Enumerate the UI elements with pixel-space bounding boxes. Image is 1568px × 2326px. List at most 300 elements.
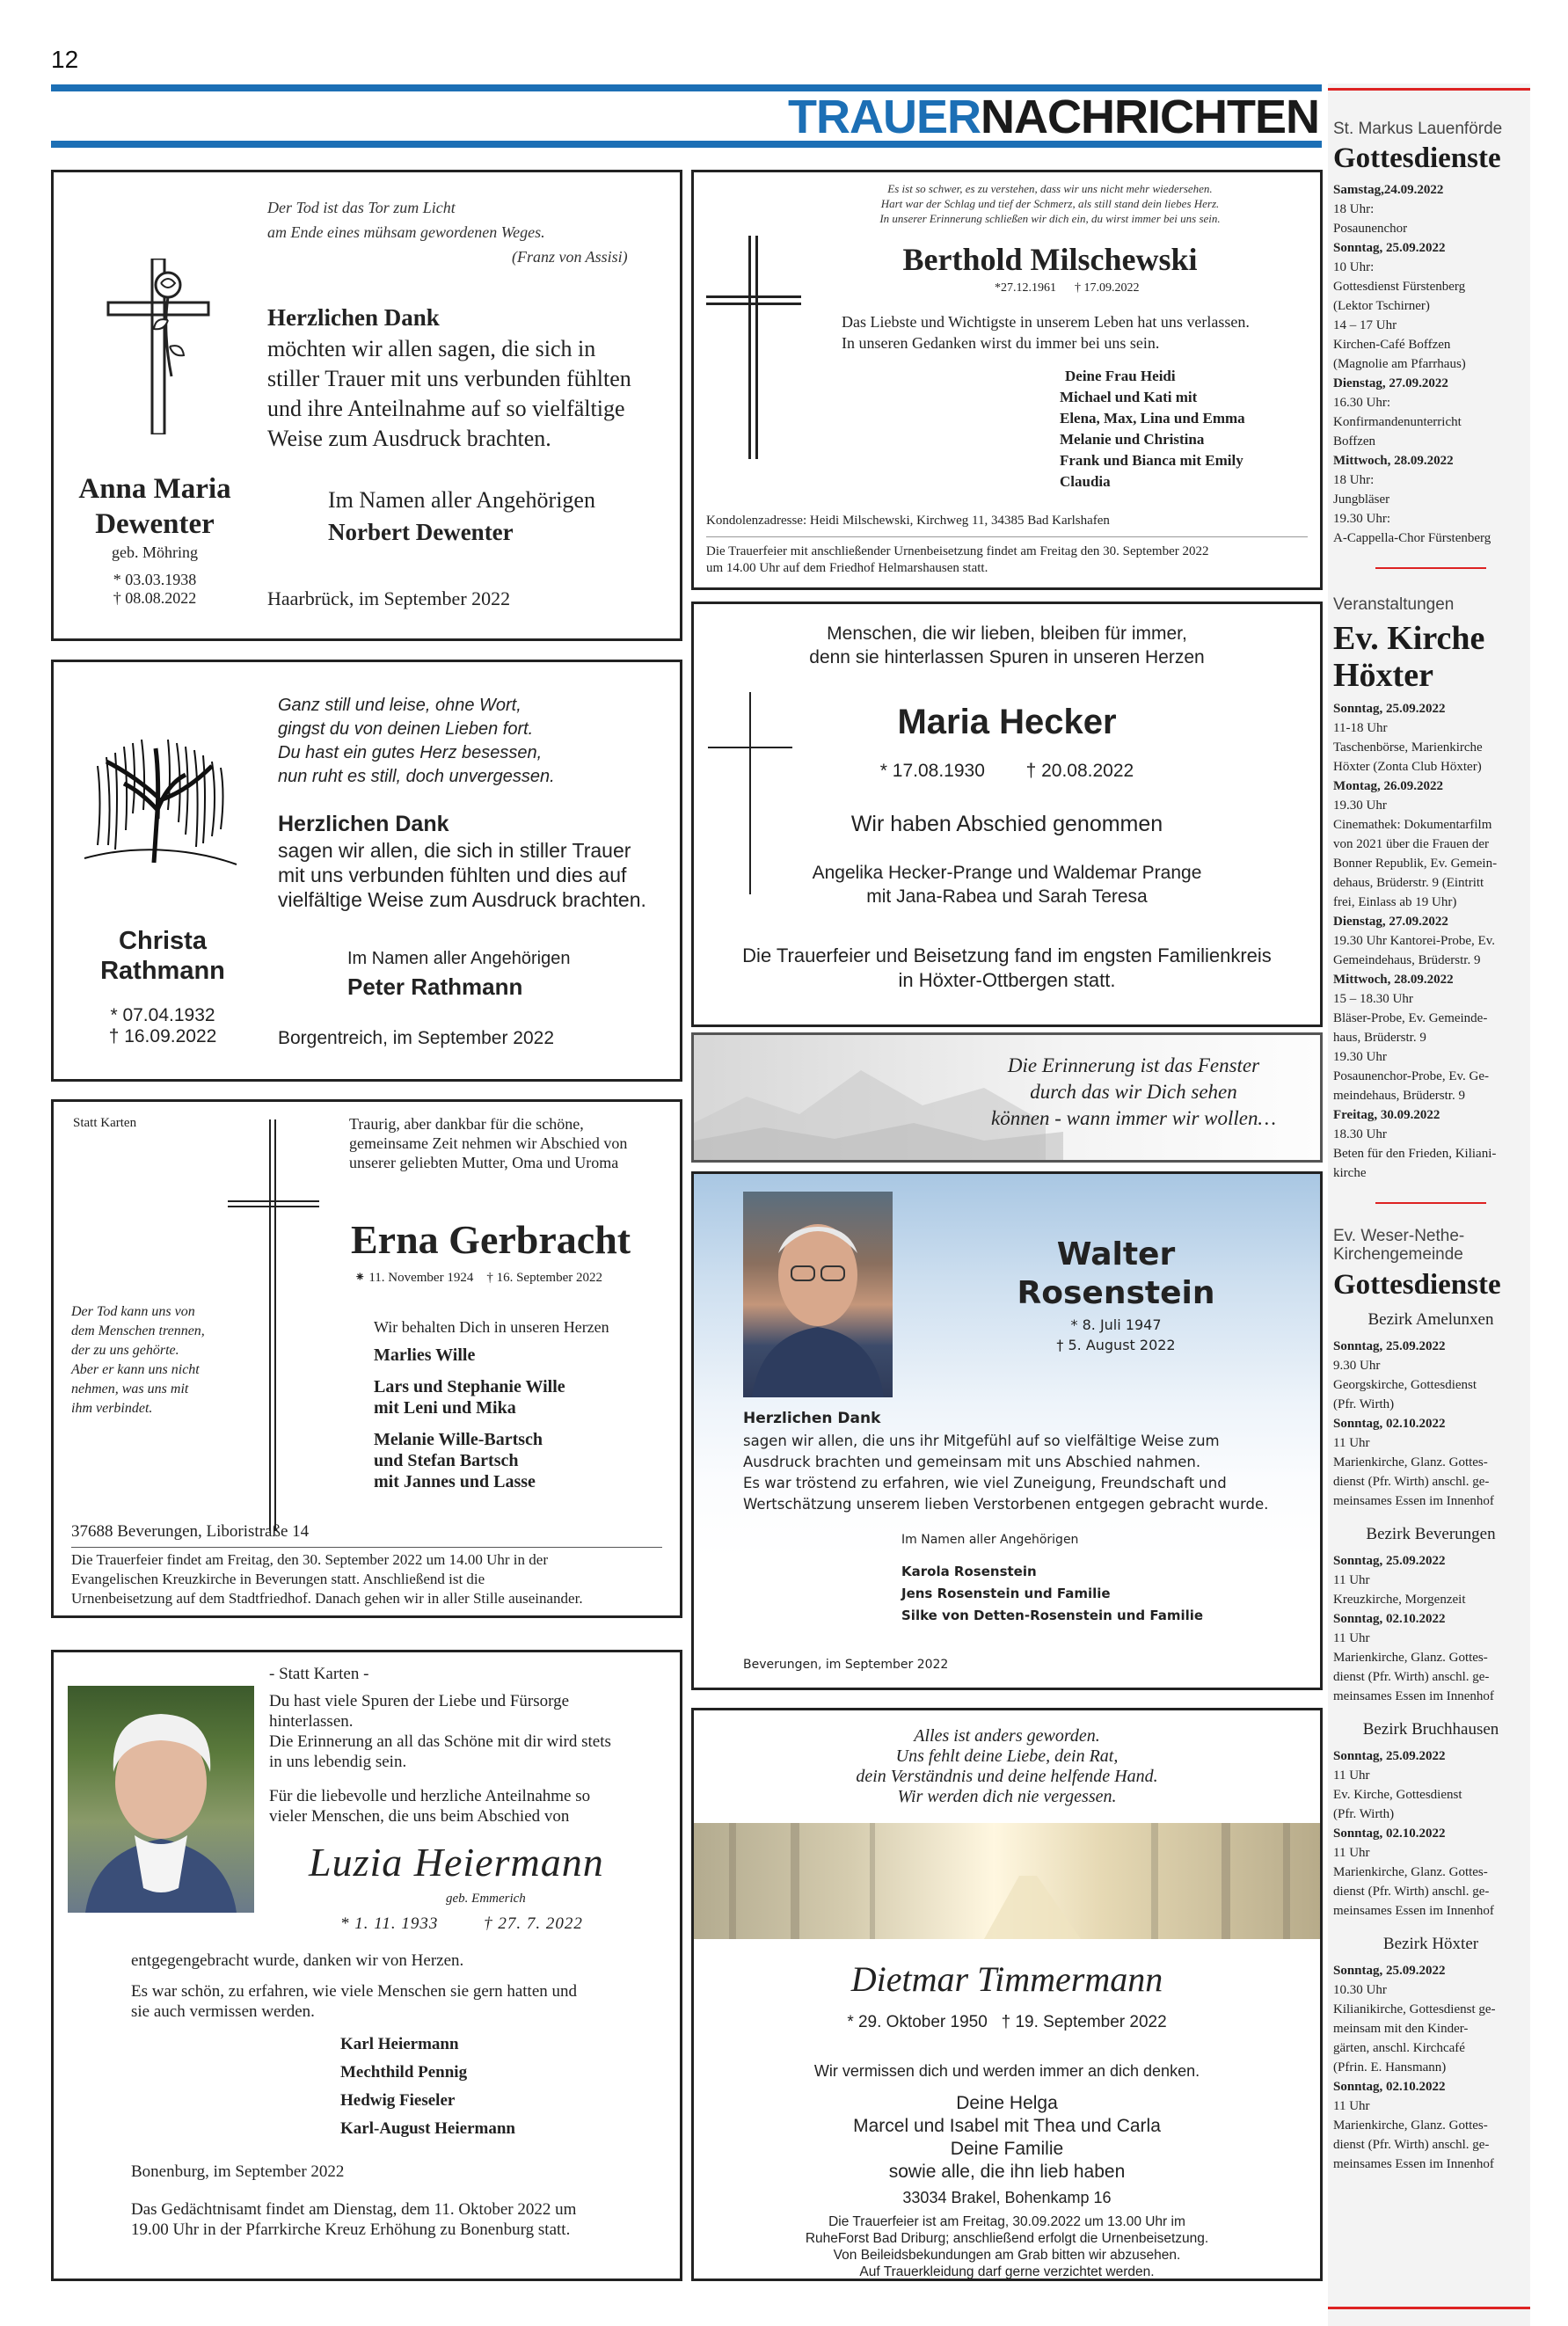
family-member: Karola Rosenstein	[901, 1564, 1037, 1579]
sidebar-entry: (Pfr. Wirth)	[1333, 1397, 1395, 1411]
heiermann-thanks	[269, 1786, 590, 1827]
heiermann-name: Luzia Heiermann	[309, 1840, 604, 1885]
sidebar-entry: dienst (Pfr. Wirth) anschl. ge-	[1333, 1670, 1490, 1684]
text-line: gemeinsame Zeit nehmen wir Abschied von	[349, 1134, 628, 1152]
quote-line: Uns fehlt deine Liebe, dein Rat,	[895, 1746, 1119, 1766]
timmermann-miss: Wir vermissen dich und werden immer an dich denken.	[813, 2062, 1200, 2080]
birth-date: * 8. Juli 1947	[1070, 1316, 1162, 1333]
sidebar-entry: 11 Uhr	[1333, 1436, 1370, 1450]
rathmann-dank-title: Herzlichen Dank	[278, 812, 449, 836]
timmermann-name: Dietmar Timmermann	[850, 1959, 1163, 1999]
quote-line: Hart war der Schlag und tief der Schmerz, als still stand dein liebes Herz.	[880, 197, 1220, 210]
family-member: Deine Helga	[956, 2093, 1058, 2113]
quote-line: nehmen, was uns mit	[71, 1382, 189, 1396]
forest-path-image	[694, 1823, 1320, 1939]
dewenter-family-intro: Im Namen aller Angehörigen	[328, 487, 595, 513]
timmermann-ceremony	[694, 2213, 1320, 2280]
sidebar-bottom-rule	[1328, 2307, 1530, 2309]
milschewski-address: Kondolenzadresse: Heidi Milschewski, Kirchweg 11, 34385 Bad Karlshafen	[706, 514, 1110, 528]
family-member: Michael und Kati mit	[1060, 389, 1198, 405]
sidebar-entry: Posaunenchor-Probe, Ev. Ge-	[1333, 1069, 1490, 1083]
sidebar-entry: Marienkirche, Glanz. Gottes-	[1333, 2118, 1488, 2133]
sidebar-entry: Kilianikirche, Gottesdienst ge-	[1333, 2002, 1496, 2016]
death-date: † 5. August 2022	[1056, 1337, 1176, 1353]
sidebar-date: Dienstag, 27.09.2022	[1333, 915, 1448, 929]
death-date: † 16.09.2022	[108, 1026, 217, 1046]
sidebar-entry: Konfirmandenunterricht	[1333, 415, 1462, 429]
sidebar-district-heading: Bezirk Höxter	[1382, 1935, 1479, 1953]
text-line: Die Trauerfeier und Beisetzung fand im engsten Familienkreis	[742, 944, 1272, 966]
family-member: mit Jannes und Lasse	[374, 1472, 536, 1491]
milschewski-name: Berthold Milschewski	[902, 242, 1198, 277]
divider	[71, 1547, 662, 1548]
rosenstein-family	[901, 1561, 1203, 1627]
sidebar-entry: 19.30 Uhr	[1333, 1050, 1387, 1064]
sidebar-entry: meindehaus, Brüderstr. 9	[1333, 1089, 1465, 1103]
text-line: um 14.00 Uhr auf dem Friedhof Helmarshausen statt.	[706, 561, 988, 575]
cross-icon-bar	[228, 1206, 319, 1207]
text-line: möchten wir allen sagen, die sich in	[267, 336, 596, 361]
hecker-dates	[694, 761, 1320, 782]
sidebar-date: Sonntag, 02.10.2022	[1333, 1612, 1446, 1626]
sidebar-entry: 18 Uhr:	[1333, 473, 1375, 487]
sidebar-entry: (Lektor Tschirner)	[1333, 299, 1430, 313]
milschewski-ceremony	[706, 543, 1209, 577]
deceased-name: Anna Maria	[78, 473, 231, 505]
text-line: Ausdruck brachten und gemeinsam mit uns Abschied nahmen.	[743, 1454, 1201, 1470]
family-member: mit Jana-Rabea und Sarah Teresa	[866, 886, 1148, 907]
milschewski-text	[842, 311, 1250, 354]
text-line: sie auch vermissen werden.	[131, 2002, 315, 2021]
family-member: Marlies Wille	[374, 1345, 476, 1365]
text-line: In unseren Gedanken wirst du immer bei uns sein.	[842, 334, 1160, 352]
family-member: Elena, Max, Lina und Emma	[1060, 410, 1245, 427]
obituary-dewenter	[51, 170, 682, 641]
family-member: Deine Familie	[950, 2139, 1064, 2159]
cross-icon	[269, 1119, 271, 1531]
text-line: Das Gedächtnisamt findet am Dienstag, dem 11. Oktober 2022 um	[131, 2200, 577, 2219]
sidebar-entry: 19.30 Uhr Kantorei-Probe, Ev.	[1333, 934, 1495, 948]
cross-icon-bar	[228, 1200, 319, 1202]
sidebar-entry: 9.30 Uhr	[1333, 1359, 1381, 1373]
gerbracht-hearts: Wir behalten Dich in unseren Herzen	[374, 1318, 609, 1336]
rosenstein-family-intro: Im Namen aller Angehörigen	[901, 1533, 1079, 1547]
family-member: und Stefan Bartsch	[374, 1451, 519, 1470]
sidebar-district-list	[1333, 1337, 1528, 1511]
birth-date: ⁕ 11. November 1924	[354, 1271, 474, 1285]
sidebar-entry: Ev. Kirche, Gottesdienst	[1333, 1788, 1462, 1802]
portrait-photo	[743, 1192, 893, 1397]
rathmann-deceased	[54, 926, 272, 1047]
section-title	[788, 91, 1319, 142]
sidebar-sec3-pre-2: Kirchengemeinde	[1333, 1245, 1463, 1264]
birth-date: * 03.03.1938	[113, 571, 197, 588]
dewenter-dank-title: Herzlichen Dank	[267, 304, 440, 331]
family-member: Hedwig Fieseler	[340, 2091, 456, 2110]
quote-line: dem Menschen trennen,	[71, 1323, 205, 1338]
sidebar-entry: Georgskirche, Gottesdienst	[1333, 1378, 1477, 1392]
text-line: Traurig, aber dankbar für die schöne,	[349, 1115, 584, 1133]
sidebar-entry: 19.30 Uhr	[1333, 798, 1387, 813]
sidebar-date: Sonntag, 25.09.2022	[1333, 1554, 1446, 1568]
obituary-timmermann	[691, 1708, 1323, 2281]
text-line: mit uns verbunden fühlten und dies auf	[278, 864, 627, 886]
sidebar-entry: Boffzen	[1333, 434, 1376, 448]
sidebar-date: Sonntag, 25.09.2022	[1333, 241, 1446, 255]
quote-line: Wir werden dich nie vergessen.	[897, 1787, 1117, 1806]
dewenter-family-name: Norbert Dewenter	[328, 519, 514, 545]
sidebar-sec3-groups	[1333, 1310, 1528, 2174]
quote-line: Es ist so schwer, es zu verstehen, dass wir uns nicht mehr wiedersehen.	[887, 182, 1213, 195]
text-line: vieler Menschen, die uns beim Abschied von	[269, 1807, 570, 1826]
obituary-milschewski	[691, 170, 1323, 590]
dewenter-deceased	[54, 471, 256, 608]
sidebar-sec3-title: Gottesdienste	[1333, 1269, 1501, 1301]
text-line: 19.00 Uhr in der Pfarrkirche Kreuz Erhöhung zu Bonenburg statt.	[131, 2220, 571, 2239]
sidebar-entry: Kreuzkirche, Morgenzeit	[1333, 1593, 1466, 1607]
timmermann-address: 33034 Brakel, Bohenkamp 16	[902, 2189, 1112, 2206]
sidebar-entry: dehaus, Brüderstr. 9 (Eintritt	[1333, 876, 1484, 890]
sidebar-date: Sonntag, 25.09.2022	[1333, 702, 1446, 716]
sidebar-top-rule	[1328, 88, 1530, 91]
hecker-quote	[694, 622, 1320, 669]
gerbracht-name: Erna Gerbracht	[351, 1217, 631, 1262]
sidebar-district-heading: Bezirk Bruchhausen	[1362, 1720, 1499, 1739]
sidebar-entry: 18.30 Uhr	[1333, 1127, 1387, 1141]
rosenstein-dank-text	[743, 1431, 1268, 1515]
rosenstein-dank-title: Herzlichen Dank	[743, 1410, 881, 1427]
family-member: Frank und Bianca mit Emily	[1060, 452, 1243, 469]
sidebar-entry: 10 Uhr:	[1333, 260, 1375, 274]
rathmann-quote	[278, 694, 555, 789]
window-quote-text	[966, 1053, 1301, 1132]
sidebar-entry: 11 Uhr	[1333, 1846, 1370, 1860]
cross-icon-line	[274, 1119, 276, 1531]
quote-line: nun ruht es still, doch unvergessen.	[278, 767, 555, 786]
text-line: in uns lebendig sein.	[269, 1753, 407, 1771]
sidebar-entry: 11 Uhr	[1333, 2099, 1370, 2113]
sidebar-sec2-list	[1333, 699, 1528, 1183]
heiermann-note: - Statt Karten -	[269, 1665, 369, 1683]
cross-icon-bar	[708, 747, 792, 748]
cross-icon	[748, 236, 751, 459]
text-line: Von Beileidsbekundungen am Grab bitten wir abzusehen.	[833, 2248, 1181, 2263]
dewenter-quote	[267, 195, 628, 269]
sidebar-date: Dienstag, 27.09.2022	[1333, 376, 1448, 390]
sidebar-entry: Taschenbörse, Marienkirche	[1333, 740, 1483, 755]
birth-date: * 07.04.1932	[110, 1005, 215, 1025]
text-line: in Höxter-Ottbergen statt.	[898, 969, 1116, 991]
family-member: Mechthild Pennig	[340, 2063, 468, 2082]
sidebar-entry: meinsames Essen im Innenhof	[1333, 2157, 1494, 2171]
cross-icon-bar	[706, 295, 801, 298]
death-date: † 16. September 2022	[486, 1271, 602, 1285]
heiermann-birth-name: geb. Emmerich	[446, 1892, 526, 1906]
quote-line: gingst du von deinen Lieben fort.	[278, 719, 534, 739]
quote-line: durch das wir Dich sehen	[1030, 1081, 1237, 1103]
heiermann-requiem	[131, 2199, 576, 2240]
family-member: Karl Heiermann	[340, 2035, 459, 2053]
sidebar-entry: Bonner Republik, Ev. Gemein-	[1333, 857, 1498, 871]
quote-line: dein Verständnis und deine helfende Hand.	[856, 1767, 1158, 1786]
quote-line: der zu uns gehörte.	[71, 1343, 179, 1358]
cross-icon-line	[755, 236, 758, 459]
gerbracht-address: 37688 Beverungen, Liboristraße 14	[71, 1522, 310, 1541]
section-title-part1: TRAUER	[788, 91, 981, 143]
section-title-part2: NACHRICHTEN	[981, 91, 1319, 143]
milschewski-dates	[995, 281, 1140, 295]
obituary-hecker	[691, 602, 1323, 1027]
heiermann-after-name: entgegengebracht wurde, danken wir von Herzen.	[131, 1951, 464, 1970]
sidebar-district-list	[1333, 1961, 1528, 2174]
family-member: Lars und Stephanie Wille	[374, 1377, 565, 1396]
sidebar-entry: 11 Uhr	[1333, 1631, 1370, 1645]
portrait-silhouette	[743, 1192, 893, 1397]
text-line: Für die liebevolle und herzliche Anteilnahme so	[269, 1787, 591, 1805]
hecker-farewell: Wir haben Abschied genommen	[850, 812, 1163, 836]
death-date: † 20.08.2022	[1025, 761, 1134, 781]
deceased-name: Rosenstein	[1017, 1275, 1215, 1311]
sidebar-entry: 14 – 17 Uhr	[1333, 318, 1397, 332]
sidebar-date: Sonntag, 02.10.2022	[1333, 1417, 1446, 1431]
sidebar-entry: gärten, anschl. Kirchcafé	[1333, 2041, 1465, 2055]
sidebar-entry: Kirchen-Café Boffzen	[1333, 338, 1451, 352]
sidebar-entry: Beten für den Frieden, Kiliani-	[1333, 1147, 1497, 1161]
sidebar-entry: 16.30 Uhr:	[1333, 396, 1390, 410]
family-member: Angelika Hecker-Prange und Waldemar Prange	[812, 863, 1202, 883]
obituary-heiermann	[51, 1650, 682, 2281]
sidebar-entry: 10.30 Uhr	[1333, 1983, 1387, 1997]
sidebar-sec1-list	[1333, 180, 1528, 548]
sidebar-date: Sonntag, 25.09.2022	[1333, 1339, 1446, 1353]
portrait-photo	[68, 1686, 254, 1913]
heiermann-text	[131, 1981, 577, 2022]
obituary-rosenstein	[691, 1171, 1323, 1690]
sidebar-sec3-pre	[1333, 1227, 1528, 1264]
sidebar-entry: 15 – 18.30 Uhr	[1333, 992, 1413, 1006]
deceased-name: Walter	[1056, 1236, 1176, 1272]
heiermann-family	[340, 2031, 515, 2143]
sidebar-entry: Höxter (Zonta Club Höxter)	[1333, 760, 1482, 774]
sidebar-entry: meinsames Essen im Innenhof	[1333, 1904, 1494, 1918]
sidebar-sec2-title	[1333, 620, 1528, 694]
sidebar-date: Mittwoch, 28.09.2022	[1333, 973, 1454, 987]
sidebar-entry: dienst (Pfr. Wirth) anschl. ge-	[1333, 1475, 1490, 1489]
text-line: Die Trauerfeier mit anschließender Urnenbeisetzung findet am Freitag den 30. September 2022	[706, 544, 1209, 558]
sidebar-entry: (Pfr. Wirth)	[1333, 1807, 1395, 1821]
sidebar-divider	[1375, 1202, 1486, 1204]
sidebar-entry: Posaunenchor	[1333, 222, 1408, 236]
sidebar-entry: Marienkirche, Glanz. Gottes-	[1333, 1865, 1488, 1879]
quote-line: Menschen, die wir lieben, bleiben für immer,	[827, 623, 1187, 644]
text-line: Die Trauerfeier ist am Freitag, 30.09.2022 um 13.00 Uhr im	[828, 2214, 1185, 2229]
family-member: Jens Rosenstein und Familie	[901, 1586, 1111, 1601]
sidebar-date: Sonntag, 25.09.2022	[1333, 1964, 1446, 1978]
deceased-name: Christa	[119, 927, 207, 955]
rathmann-place-date: Borgentreich, im September 2022	[278, 1028, 555, 1048]
sidebar-sec1-title: Gottesdienste	[1333, 142, 1501, 174]
sidebar-sec3-pre-1: Ev. Weser-Nethe-	[1333, 1227, 1465, 1245]
sidebar-entry: Gemeindehaus, Brüderstr. 9	[1333, 953, 1481, 967]
sidebar-sec1-pre: St. Markus Lauenförde	[1333, 120, 1503, 138]
birth-date: * 17.08.1930	[879, 761, 985, 781]
rosenstein-place-date: Beverungen, im September 2022	[743, 1658, 949, 1672]
quote-line: Du hast ein gutes Herz besessen,	[278, 743, 543, 762]
sidebar-entry: 19.30 Uhr:	[1333, 512, 1390, 526]
family-member: Marcel und Isabel mit Thea und Carla	[853, 2116, 1161, 2136]
text-line: Weise zum Ausdruck brachten.	[267, 426, 551, 451]
heiermann-place-date: Bonenburg, im September 2022	[131, 2162, 345, 2181]
hecker-ceremony	[694, 944, 1320, 993]
milschewski-family	[1060, 366, 1245, 492]
rathmann-family-intro: Im Namen aller Angehörigen	[347, 949, 571, 968]
family-member: Claudia	[1060, 473, 1111, 490]
milschewski-quote	[843, 181, 1257, 226]
sidebar-entry: haus, Brüderstr. 9	[1333, 1031, 1426, 1045]
forest-trees-icon	[694, 1823, 1320, 1939]
sidebar-entry: Cinemathek: Dokumentarfilm	[1333, 818, 1492, 832]
sidebar-district-heading: Bezirk Beverungen	[1366, 1525, 1496, 1543]
family-member: Silke von Detten-Rosenstein und Familie	[901, 1608, 1204, 1623]
quote-line: Die Erinnerung ist das Fenster	[1007, 1054, 1260, 1076]
obituary-gerbracht	[51, 1099, 682, 1618]
dewenter-place-date: Haarbrück, im September 2022	[267, 587, 511, 609]
quote-line: Aber er kann uns nicht	[71, 1362, 200, 1377]
cross-icon-bar	[706, 303, 801, 305]
family-member: Karl-August Heiermann	[340, 2119, 515, 2138]
text-line: Evangelischen Kreuzkirche in Beverungen statt. Anschließend ist die	[71, 1571, 485, 1587]
gerbracht-intro	[349, 1114, 627, 1172]
sidebar-sec2-pre: Veranstaltungen	[1333, 595, 1455, 614]
sidebar-district-list	[1333, 1551, 1528, 1706]
text-line: Das Liebste und Wichtigste in unserem Leben hat uns verlassen.	[842, 313, 1250, 331]
birth-name: geb. Möhring	[112, 543, 198, 561]
sidebar-entry: dienst (Pfr. Wirth) anschl. ge-	[1333, 1885, 1490, 1899]
timmermann-dates: * 29. Oktober 1950 † 19. September 2022	[847, 2013, 1167, 2031]
hecker-name: Maria Hecker	[897, 703, 1117, 741]
family-member: Melanie und Christina	[1060, 431, 1205, 448]
cross-with-rose-icon	[106, 259, 212, 434]
quote-line: am Ende eines mühsam gewordenen Weges.	[267, 223, 545, 241]
sidebar-entry: A-Cappella-Chor Fürstenberg	[1333, 531, 1491, 545]
text-line: sagen wir allen, die sich in stiller Trauer	[278, 839, 631, 862]
death-date: † 17.09.2022	[1075, 281, 1140, 295]
sidebar-date: Samstag,24.09.2022	[1333, 183, 1444, 197]
sidebar-entry: 11-18 Uhr	[1333, 721, 1388, 735]
text-line: stiller Trauer mit uns verbunden fühlten	[267, 366, 631, 391]
text-line: Die Trauerfeier findet am Freitag, den 30. September 2022 um 14.00 Uhr in der	[71, 1551, 548, 1568]
text-line: Es war schön, zu erfahren, wie viele Menschen sie gern hatten und	[131, 1982, 578, 2001]
gerbracht-quote	[71, 1302, 205, 1418]
sidebar-date: Sonntag, 02.10.2022	[1333, 1827, 1446, 1841]
sidebar-entry: Marienkirche, Glanz. Gottes-	[1333, 1455, 1488, 1469]
portrait-silhouette	[68, 1686, 254, 1913]
quote-line: ihm verbindet.	[71, 1401, 153, 1416]
sidebar-entry: kirche	[1333, 1166, 1367, 1180]
quote-line: können - wann immer wir wollen…	[991, 1107, 1276, 1129]
rathmann-family-name: Peter Rathmann	[347, 973, 523, 1000]
timmermann-quote	[694, 1726, 1320, 1807]
sidebar-district-heading: Bezirk Amelunxen	[1367, 1310, 1494, 1329]
deceased-name: Dewenter	[95, 508, 215, 540]
sidebar-entry: Gottesdienst Fürstenberg	[1333, 280, 1466, 294]
text-line: Es war tröstend zu erfahren, wie viel Zuneigung, Freundschaft und	[743, 1475, 1227, 1491]
sidebar-sec2-title-2: Höxter	[1333, 657, 1433, 694]
text-line: Du hast viele Spuren der Liebe und Fürsorge	[269, 1692, 570, 1710]
sidebar-entry: Jungbläser	[1333, 492, 1390, 507]
quote-line: In unserer Erinnerung schließen wir dich ein, du wirst immer bei uns sein.	[879, 212, 1221, 225]
rathmann-dank-text	[278, 838, 646, 912]
death-date: † 08.08.2022	[113, 589, 197, 607]
sidebar-entry: 18 Uhr:	[1333, 202, 1375, 216]
gerbracht-dates	[354, 1269, 602, 1286]
sidebar-date: Mittwoch, 28.09.2022	[1333, 454, 1454, 468]
sidebar-entry: (Pfrin. E. Hansmann)	[1333, 2060, 1447, 2074]
deceased-name: Rathmann	[100, 957, 225, 985]
quote-author: (Franz von Assisi)	[512, 248, 628, 266]
quote-line: Der Tod kann uns von	[71, 1304, 195, 1319]
sidebar-date: Sonntag, 02.10.2022	[1333, 2080, 1446, 2094]
sidebar-district-list	[1333, 1746, 1528, 1921]
quote-line: Alles ist anders geworden.	[914, 1726, 1100, 1746]
sidebar-entry: meinsam mit den Kinder-	[1333, 2022, 1469, 2036]
text-line: RuheForst Bad Driburg; anschließend erfolgt die Urnenbeisetzung.	[805, 2231, 1209, 2246]
quote-card-window	[691, 1032, 1323, 1163]
text-line: Urnenbeisetzung auf dem Stadtfriedhof. Danach gehen wir in aller Stille auseinander.	[71, 1590, 583, 1607]
sidebar-entry: dienst (Pfr. Wirth) anschl. ge-	[1333, 2138, 1490, 2152]
sidebar-date: Sonntag, 25.09.2022	[1333, 1749, 1446, 1763]
sidebar-entry: 11 Uhr	[1333, 1768, 1370, 1783]
obituary-rathmann	[51, 660, 682, 1082]
death-date: † 27. 7. 2022	[484, 1914, 583, 1933]
dewenter-dank-text	[267, 334, 631, 454]
text-line: sagen wir allen, die uns ihr Mitgefühl auf so vielfältige Weise zum	[743, 1433, 1220, 1449]
heiermann-intro	[269, 1691, 611, 1772]
sidebar-entry: meinsames Essen im Innenhof	[1333, 1494, 1494, 1508]
heiermann-dates	[340, 1914, 583, 1934]
family-member: sowie alle, die ihn lieb haben	[888, 2162, 1126, 2182]
sidebar-entry: Marienkirche, Glanz. Gottes-	[1333, 1651, 1488, 1665]
text-line: Wertschätzung unserem lieben Verstorbenen entgegen gebracht wurde.	[743, 1496, 1269, 1513]
page-number: 12	[51, 46, 79, 73]
sidebar-date: Freitag, 30.09.2022	[1333, 1108, 1440, 1122]
text-line: Auf Trauerkleidung darf gerne verzichtet werden.	[859, 2264, 1155, 2279]
family-member: mit Leni und Mika	[374, 1398, 516, 1418]
birth-date: * 1. 11. 1933	[340, 1914, 439, 1933]
sidebar-entry: 11 Uhr	[1333, 1573, 1370, 1587]
hecker-family	[694, 861, 1320, 908]
divider	[706, 536, 1308, 537]
text-line: hinterlassen.	[269, 1712, 354, 1731]
willow-tree-icon	[80, 713, 238, 867]
sidebar-entry: frei, Einlass ab 19 Uhr)	[1333, 895, 1457, 909]
text-line: Die Erinnerung an all das Schöne mit dir wird stets	[269, 1732, 611, 1751]
sidebar-entry: (Magnolie am Pfarrhaus)	[1333, 357, 1466, 371]
quote-line: denn sie hinterlassen Spuren in unseren Herzen	[809, 647, 1205, 667]
quote-line: Der Tod ist das Tor zum Licht	[267, 199, 456, 216]
gerbracht-note: Statt Karten	[73, 1116, 137, 1130]
sidebar-date: Montag, 26.09.2022	[1333, 779, 1443, 793]
family-member: Deine Frau Heidi	[1065, 368, 1176, 384]
sidebar-entry: von 2021 über die Frauen der	[1333, 837, 1490, 851]
timmermann-family	[694, 2092, 1320, 2184]
sidebar-column	[1333, 106, 1528, 2174]
sidebar-sec2-title-1: Ev. Kirche	[1333, 620, 1485, 657]
gerbracht-ceremony	[71, 1550, 583, 1608]
text-line: vielfältige Weise zum Ausdruck brachten.	[278, 888, 646, 911]
sidebar-entry: meinsames Essen im Innenhof	[1333, 1689, 1494, 1703]
rosenstein-deceased	[949, 1236, 1283, 1353]
